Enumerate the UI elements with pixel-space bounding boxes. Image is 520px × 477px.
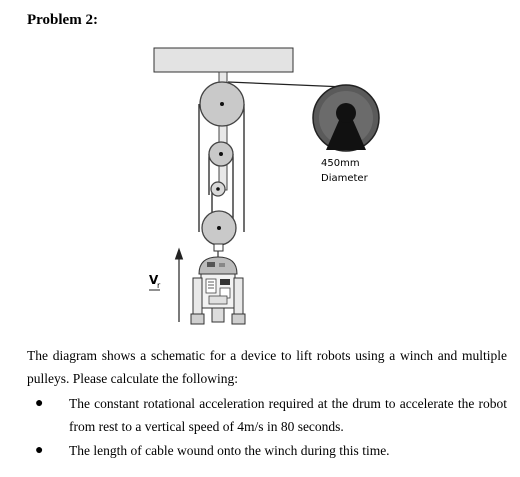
top-pulley	[200, 82, 244, 126]
question-text: The length of cable wound onto the winch during this time.	[69, 443, 390, 458]
velocity-arrow	[176, 249, 183, 322]
bullet-icon: ●	[35, 443, 44, 458]
bottom-pulley	[202, 211, 236, 245]
question-text: The constant rotational acceleration required at the drum to accelerate the robot from rest to a vertical speed of 4m/s in 80 seconds.	[69, 396, 507, 434]
ceiling-beam	[154, 48, 293, 72]
question-item	[27, 392, 507, 438]
velocity-subscript: r	[157, 281, 161, 290]
intro-paragraph: The diagram shows a schematic for a device to lift robots using a winch and multiple pulleys. Please calculate the following:	[27, 348, 507, 386]
hook	[214, 244, 223, 251]
bullet-icon: ●	[35, 396, 44, 411]
question-item	[27, 439, 507, 462]
small-pulley	[211, 182, 225, 196]
problem-heading: Problem 2:	[27, 12, 98, 28]
question-list	[27, 392, 507, 462]
winch-drum	[313, 85, 379, 151]
velocity-symbol: V	[149, 273, 159, 287]
drum-size-label: 450mm	[321, 158, 360, 169]
middle-pulley	[209, 142, 233, 166]
drum-diameter-label: Diameter	[321, 173, 368, 184]
robot-image	[191, 257, 245, 324]
